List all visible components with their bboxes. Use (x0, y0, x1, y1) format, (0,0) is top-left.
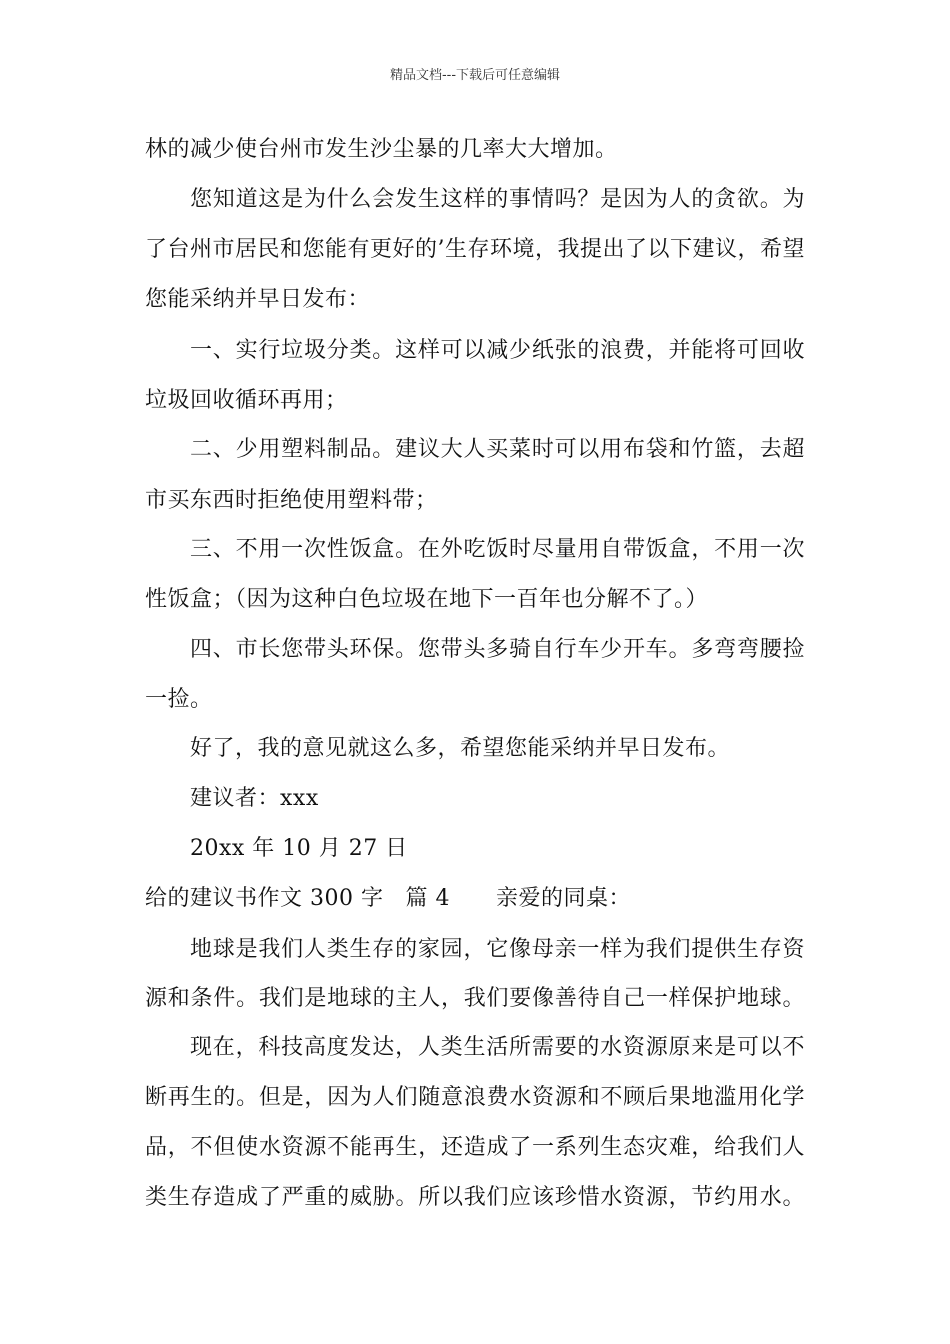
text-line: 垃圾回收循环再用； (145, 388, 348, 413)
text-line: 了台州市居民和您能有更好的’生存环境，我提出了以下建议，希望 (145, 237, 805, 262)
text-line: 类生存造成了严重的威胁。所以我们应该珍惜水资源，节约用水。 (145, 1185, 805, 1210)
text-line: 好了，我的意见就这么多，希望您能采纳并早日发布。 (190, 736, 731, 761)
text-line: 断再生的。但是，因为人们随意浪费水资源和不顾后果地滥用化学 (145, 1085, 805, 1110)
text-line: 地球是我们人类生存的家园，它像母亲一样为我们提供生存资 (190, 937, 805, 962)
text-line: 林的减少使台州市发生沙尘暴的几率大大增加。 (145, 137, 618, 162)
greeting: 亲爱的同桌： (495, 886, 631, 911)
text-line: 性饭盒；（因为这种白色垃圾在地下一百年也分解不了。） (145, 587, 709, 612)
text-line: 一、实行垃圾分类。这样可以减少纸张的浪费，并能将可回收 (190, 338, 805, 363)
text-line: 二、少用塑料制品。建议大人买菜时可以用布袋和竹篮，去超 (190, 437, 805, 462)
text-line: 品，不但使水资源不能再生，还造成了一系列生态灾难，给我们人 (145, 1135, 805, 1160)
text-line: 您知道这是为什么会发生这样的事情吗？是因为人的贪欲。为 (190, 187, 805, 212)
text-line: 四、市长您带头环保。您带头多骑自行车少开车。多弯弯腰捡 (190, 637, 805, 662)
text-line: 您能采纳并早日发布： (145, 287, 371, 312)
text-line: 现在，科技高度发达，人类生活所需要的水资源原来是可以不 (190, 1035, 805, 1060)
text-line: 三、不用一次性饭盒。在外吃饭时尽量用自带饭盒，不用一次 (190, 537, 805, 562)
page-header: 精品文档---下载后可任意编辑 (389, 68, 561, 83)
text-line: 源和条件。我们是地球的主人，我们要像善待自己一样保护地球。 (145, 986, 805, 1011)
section-label: 篇 4 (405, 886, 450, 911)
essay-title: 给的建议书作文 300 字 (145, 886, 384, 911)
text-line: 市买东西时拒绝使用塑料带； (145, 488, 438, 513)
text-line: 一捡。 (145, 687, 213, 712)
essay-title-line (145, 884, 631, 914)
signature-line: 建议者：xxx (190, 786, 319, 811)
date-line: 20xx 年 10 月 27 日 (190, 836, 408, 861)
